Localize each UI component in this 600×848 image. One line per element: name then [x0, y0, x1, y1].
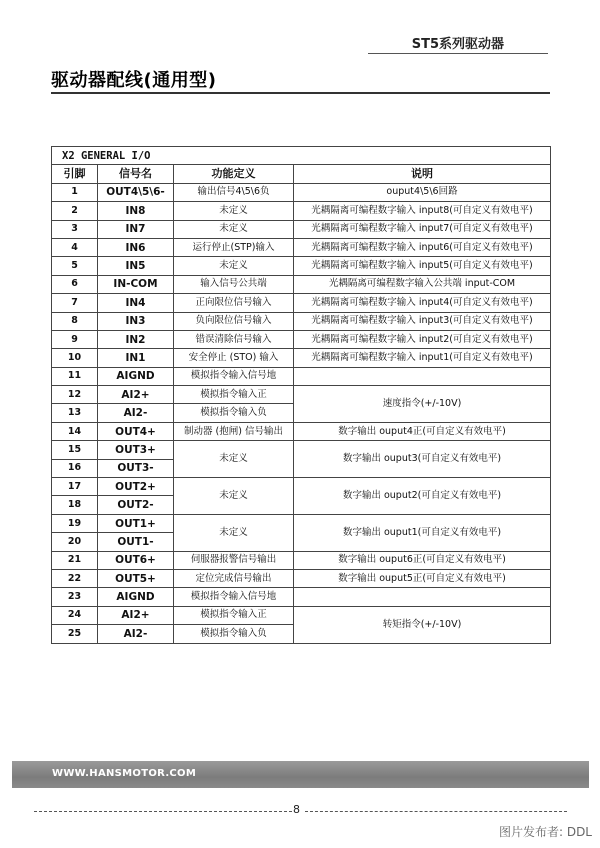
description-cell: 光耦隔离可编程数字输入 input3(可自定义有效电平) — [294, 312, 551, 330]
function-cell: 错误清除信号输入 — [174, 330, 294, 348]
signal-cell: IN4 — [98, 294, 174, 312]
pin-cell: 19 — [52, 514, 98, 532]
description-cell — [294, 588, 551, 606]
table-row — [52, 422, 551, 440]
table-row — [52, 275, 551, 293]
signal-cell: AIGND — [98, 588, 174, 606]
pin-cell: 16 — [52, 459, 98, 477]
signal-cell: OUT1+ — [98, 514, 174, 532]
section-title: 驱动器配线(通用型) — [51, 70, 217, 91]
pin-cell: 25 — [52, 625, 98, 643]
signal-cell: AIGND — [98, 367, 174, 385]
description-cell: 光耦隔离可编程数字输入 input1(可自定义有效电平) — [294, 349, 551, 367]
table-caption: X2 GENERAL I/O — [52, 147, 551, 165]
function-cell: 模拟指令输入负 — [174, 625, 294, 643]
table-row — [52, 312, 551, 330]
table-row — [52, 238, 551, 256]
function-cell: 未定义 — [174, 220, 294, 238]
signal-cell: IN-COM — [98, 275, 174, 293]
pin-cell: 15 — [52, 441, 98, 459]
pin-cell: 11 — [52, 367, 98, 385]
signal-cell: IN8 — [98, 202, 174, 220]
pin-cell: 7 — [52, 294, 98, 312]
pin-cell: 20 — [52, 533, 98, 551]
pin-cell: 12 — [52, 386, 98, 404]
description-cell: ouput4\5\6回路 — [294, 183, 551, 201]
pin-cell: 10 — [52, 349, 98, 367]
pin-cell: 1 — [52, 183, 98, 201]
pin-cell: 5 — [52, 257, 98, 275]
signal-cell: AI2+ — [98, 606, 174, 624]
signal-cell: AI2- — [98, 404, 174, 422]
page-footer-dash-right — [305, 811, 567, 812]
pin-cell: 23 — [52, 588, 98, 606]
function-cell: 正向限位信号输入 — [174, 294, 294, 312]
pin-cell: 6 — [52, 275, 98, 293]
table-row — [52, 551, 551, 569]
description-cell: 速度指令(+/-10V) — [294, 386, 551, 423]
signal-cell: OUT4\5\6- — [98, 183, 174, 201]
pin-cell: 14 — [52, 422, 98, 440]
pin-cell: 22 — [52, 569, 98, 587]
table-row — [52, 588, 551, 606]
footer-band — [12, 761, 589, 788]
description-cell: 数字输出 ouput4正(可自定义有效电平) — [294, 422, 551, 440]
signal-cell: AI2- — [98, 625, 174, 643]
signal-cell: IN7 — [98, 220, 174, 238]
signal-cell: IN5 — [98, 257, 174, 275]
function-cell: 负向限位信号输入 — [174, 312, 294, 330]
signal-cell: IN3 — [98, 312, 174, 330]
pin-cell: 3 — [52, 220, 98, 238]
description-cell — [294, 367, 551, 385]
signal-cell: OUT1- — [98, 533, 174, 551]
table-row — [52, 294, 551, 312]
function-cell: 输入信号公共端 — [174, 275, 294, 293]
description-cell: 光耦隔离可编程数字输入 input4(可自定义有效电平) — [294, 294, 551, 312]
pin-cell: 24 — [52, 606, 98, 624]
description-cell: 光耦隔离可编程数字输入公共端 input-COM — [294, 275, 551, 293]
signal-cell: IN2 — [98, 330, 174, 348]
function-cell: 模拟指令输入正 — [174, 606, 294, 624]
page-footer-dash-left — [34, 811, 292, 812]
column-header-description: 说明 — [294, 165, 551, 183]
description-cell: 数字输出 ouput1(可自定义有效电平) — [294, 514, 551, 551]
signal-cell: OUT2+ — [98, 478, 174, 496]
description-cell: 数字输出 ouput3(可自定义有效电平) — [294, 441, 551, 478]
signal-cell: OUT3+ — [98, 441, 174, 459]
description-cell: 转矩指令(+/-10V) — [294, 606, 551, 643]
description-cell: 数字输出 ouput5正(可自定义有效电平) — [294, 569, 551, 587]
pin-cell: 2 — [52, 202, 98, 220]
table-row — [52, 478, 551, 496]
function-cell: 模拟指令输入信号地 — [174, 588, 294, 606]
function-cell: 制动器 (抱闸) 信号输出 — [174, 422, 294, 440]
signal-cell: IN1 — [98, 349, 174, 367]
header-rule — [368, 53, 548, 54]
function-cell: 未定义 — [174, 202, 294, 220]
function-cell: 未定义 — [174, 257, 294, 275]
signal-cell: OUT5+ — [98, 569, 174, 587]
function-cell: 安全停止 (STO) 输入 — [174, 349, 294, 367]
pin-cell: 4 — [52, 238, 98, 256]
pin-cell: 8 — [52, 312, 98, 330]
table-row — [52, 386, 551, 404]
table-row — [52, 441, 551, 459]
description-cell: 光耦隔离可编程数字输入 input6(可自定义有效电平) — [294, 238, 551, 256]
table-row — [52, 202, 551, 220]
description-cell: 光耦隔离可编程数字输入 input8(可自定义有效电平) — [294, 202, 551, 220]
pin-cell: 13 — [52, 404, 98, 422]
signal-cell: OUT6+ — [98, 551, 174, 569]
table-row — [52, 183, 551, 201]
signal-cell: OUT3- — [98, 459, 174, 477]
column-header-signal: 信号名 — [98, 165, 174, 183]
table-caption-row — [52, 147, 551, 165]
description-cell: 光耦隔离可编程数字输入 input2(可自定义有效电平) — [294, 330, 551, 348]
pin-table — [51, 146, 551, 644]
pin-cell: 21 — [52, 551, 98, 569]
function-cell: 输出信号4\5\6负 — [174, 183, 294, 201]
table-row — [52, 349, 551, 367]
pin-cell: 17 — [52, 478, 98, 496]
table-row — [52, 257, 551, 275]
signal-cell: IN6 — [98, 238, 174, 256]
table-row — [52, 514, 551, 532]
table-header-row — [52, 165, 551, 183]
table-row — [52, 220, 551, 238]
function-cell: 未定义 — [174, 514, 294, 551]
function-cell: 模拟指令输入正 — [174, 386, 294, 404]
column-header-function: 功能定义 — [174, 165, 294, 183]
signal-cell: AI2+ — [98, 386, 174, 404]
description-cell: 数字输出 ouput6正(可自定义有效电平) — [294, 551, 551, 569]
function-cell: 定位完成信号输出 — [174, 569, 294, 587]
page-number: 8 — [293, 803, 300, 816]
function-cell: 未定义 — [174, 441, 294, 478]
table-row — [52, 569, 551, 587]
pin-cell: 18 — [52, 496, 98, 514]
signal-cell: OUT2- — [98, 496, 174, 514]
column-header-pin: 引脚 — [52, 165, 98, 183]
pin-cell: 9 — [52, 330, 98, 348]
description-cell: 光耦隔离可编程数字输入 input5(可自定义有效电平) — [294, 257, 551, 275]
signal-cell: OUT4+ — [98, 422, 174, 440]
description-cell: 数字输出 ouput2(可自定义有效电平) — [294, 478, 551, 515]
table-row — [52, 330, 551, 348]
function-cell: 运行停止(STP)输入 — [174, 238, 294, 256]
publisher-watermark: 图片发布者: DDL — [498, 825, 592, 839]
function-cell: 模拟指令输入信号地 — [174, 367, 294, 385]
table-row — [52, 606, 551, 624]
function-cell: 未定义 — [174, 478, 294, 515]
function-cell: 伺服器报警信号输出 — [174, 551, 294, 569]
table-row — [52, 367, 551, 385]
function-cell: 模拟指令输入负 — [174, 404, 294, 422]
series-title: ST5系列驱动器 — [411, 37, 504, 52]
title-rule — [51, 92, 550, 94]
footer-url: WWW.HANSMOTOR.COM — [52, 768, 197, 779]
description-cell: 光耦隔离可编程数字输入 input7(可自定义有效电平) — [294, 220, 551, 238]
